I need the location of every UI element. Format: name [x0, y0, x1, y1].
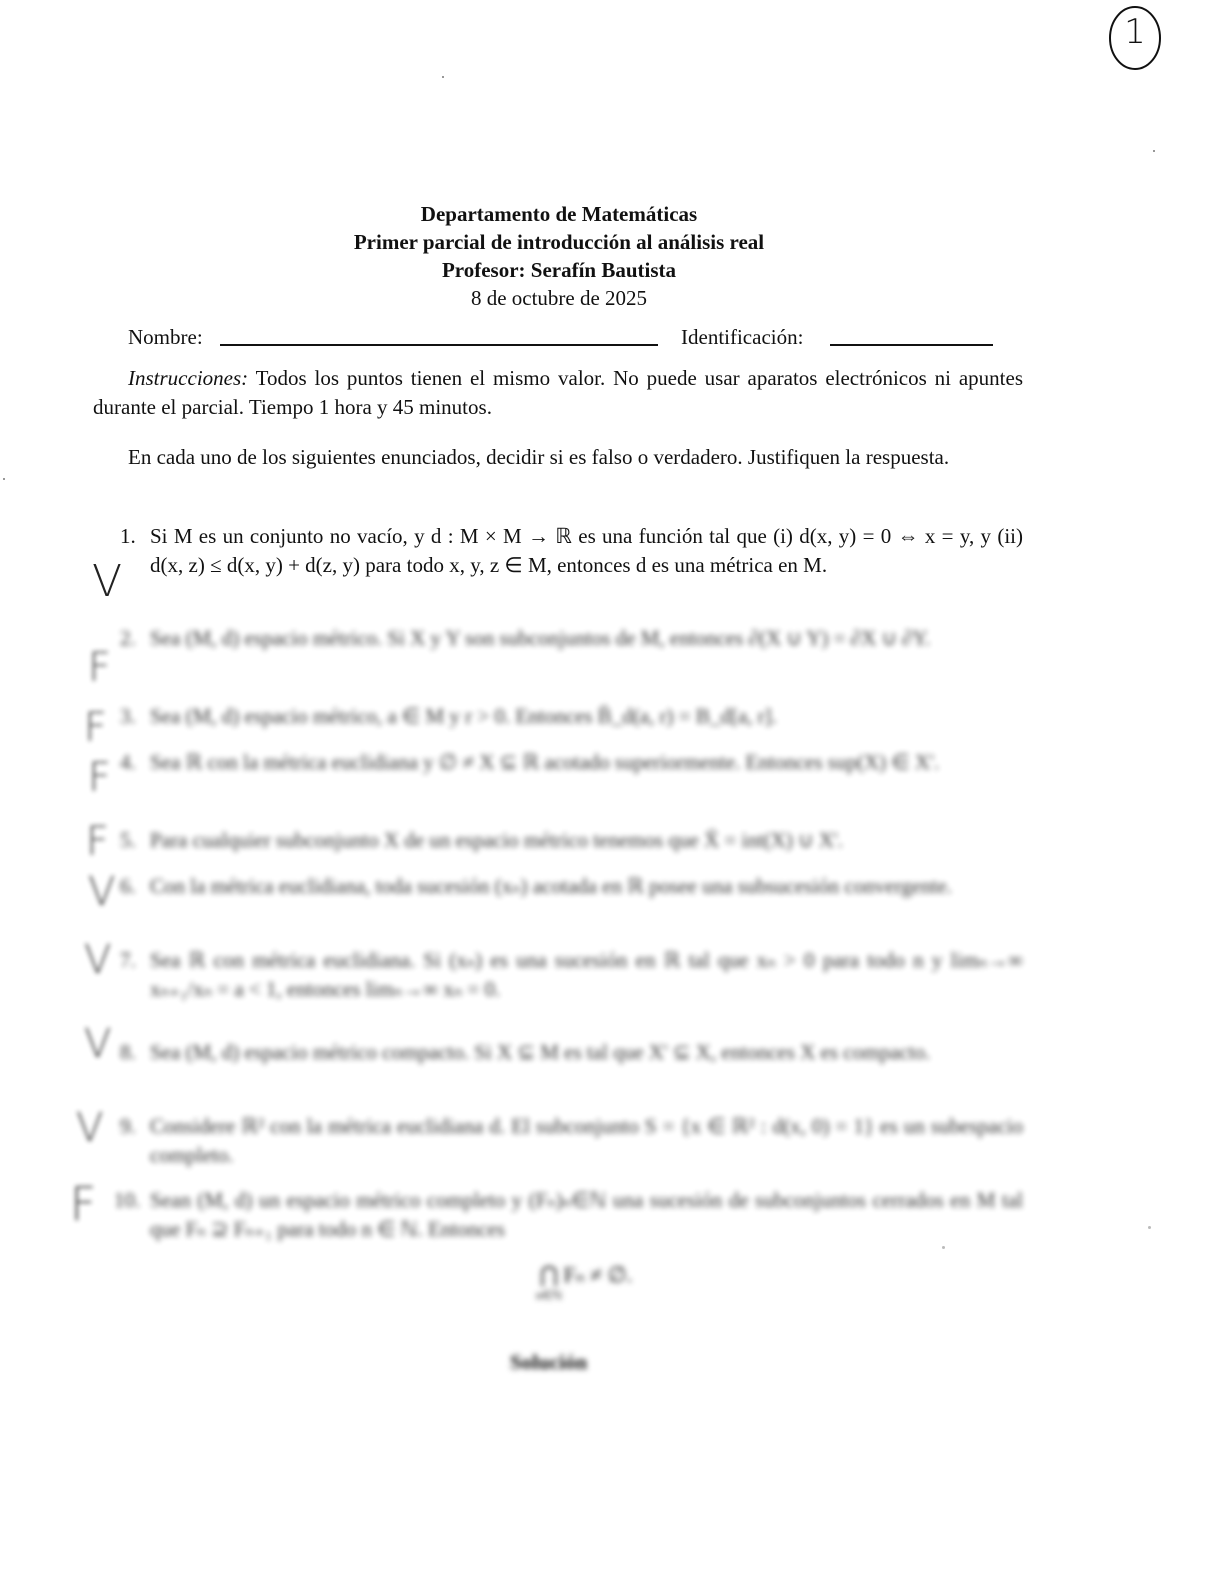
item-number: 4.: [120, 750, 136, 774]
list-item: [120, 702, 1023, 731]
name-field[interactable]: [220, 344, 658, 346]
id-label: Identificación:: [681, 325, 804, 349]
prompt: En cada uno de los siguientes enunciados, decidir si es falso o verdadero. Justifiquen la respuesta.: [128, 445, 950, 469]
exam-title: Primer parcial de introducción al análisis real: [353, 230, 765, 254]
name-id-row: [128, 325, 1008, 353]
handwritten-mark: V: [84, 937, 112, 983]
solution-heading: Solución: [510, 1350, 588, 1374]
item-number: 8.: [120, 1040, 136, 1064]
item-number: 10.: [114, 1188, 141, 1212]
list-item: [120, 522, 1023, 602]
list-item: [120, 624, 1023, 653]
speck: [442, 76, 444, 78]
item-number: 9.: [120, 1114, 136, 1138]
handwritten-mark: V: [92, 556, 123, 607]
item-text: Para cualquier subconjunto X de un espacio métrico tenemos que X̄ = int(X) ∪ X'.: [150, 828, 843, 852]
list-item: [120, 946, 1023, 1004]
handwritten-mark: V: [76, 1105, 104, 1151]
speck: [1153, 150, 1155, 152]
professor-line: Profesor: Serafín Bautista: [441, 258, 677, 282]
item-text: Sea (M, d) espacio métrico. Si X y Y son subconjuntos de M, entonces ∂(X ∪ Y) = ∂X ∪ ∂Y.: [150, 626, 931, 650]
handwritten-mark: F: [88, 755, 112, 801]
handwritten-mark: F: [86, 819, 110, 865]
exam-header: [0, 200, 1118, 312]
speck: [942, 1246, 945, 1249]
list-item: [120, 1038, 1023, 1067]
item-text: Sea ℝ con la métrica euclidiana y ∅ ≠ X ⊆ ℝ acotado superiormente. Entonces sup(X) ∈ X'.: [150, 750, 940, 774]
list-item: [120, 748, 1023, 777]
item-text: Sea (M, d) espacio métrico compacto. Si X ⊆ M es tal que X' ⊆ X, entonces X es compacto.: [150, 1040, 931, 1064]
formula-text: ⋂ Fₙ ≠ ∅.: [540, 1262, 633, 1287]
list-item: [120, 826, 1023, 855]
item-text: Considere ℝ² con la métrica euclidiana d. El subconjunto S = {x ∈ ℝ² : d(x, 0) = 1} es un subespacio completo.: [150, 1114, 1023, 1167]
page-number-text: 1: [1124, 12, 1146, 52]
instructions: [93, 364, 1023, 422]
speck: [1148, 1226, 1151, 1229]
item-text: Sea ℝ con métrica euclidiana. Si (xₙ) es una sucesión en ℝ tal que xₙ > 0 para todo n y limₙ→∞ xₙ₊₁/xₙ = a < 1, entonces limₙ→∞ xₙ = 0.: [150, 948, 1023, 1001]
item-number: 5.: [120, 828, 136, 852]
exam-date: 8 de octubre de 2025: [470, 286, 648, 310]
handwritten-mark: V: [88, 869, 116, 915]
item-number: 1.: [120, 524, 136, 548]
handwritten-mark: F: [70, 1177, 97, 1231]
item-text: Con la métrica euclidiana, toda sucesión (xₙ) acotada en ℝ posee una subsucesión convergente.: [150, 874, 952, 898]
list-item: [114, 1186, 1023, 1244]
instructions-label: Instrucciones:: [128, 366, 249, 390]
instructions-text: Todos los puntos tienen el mismo valor. No puede usar aparatos electrónicos ni apuntes durante el parcial. Tiempo 1 hora y 45 minutos.: [93, 366, 1023, 419]
formula-index: n∈ℕ: [536, 1288, 563, 1302]
handwritten-mark: F: [84, 705, 108, 751]
list-item: [120, 872, 1023, 901]
handwritten-mark: V: [84, 1021, 112, 1067]
item-number: 2.: [120, 626, 136, 650]
department-title: Departamento de Matemáticas: [420, 202, 698, 226]
item-text: Si M es un conjunto no vacío, y d : M × M → ℝ es una función tal que (i) d(x, y) = 0 ⇔ x = y, y (ii) d(x, z) ≤ d(x, y) + d(z, y) para todo x, y, z ∈ M, entonces d es una métrica en M.: [150, 524, 1023, 577]
item-text: Sea (M, d) espacio métrico, a ∈ M y r > 0. Entonces B̄_d(a, r) = B_d[a, r].: [150, 704, 777, 728]
name-label: Nombre:: [128, 325, 203, 349]
speck: [3, 478, 5, 480]
intersection-formula: [536, 1262, 633, 1303]
id-field[interactable]: [830, 344, 993, 346]
item-number: 7.: [120, 948, 136, 972]
page-number: [1108, 2, 1164, 72]
item-text: Sean (M, d) un espacio métrico completo y (Fₙ)ₙ∈ℕ una sucesión de subconjuntos cerrados en M tal que Fₙ ⊇ Fₙ₊₁ para todo n ∈ ℕ. Entonces: [150, 1188, 1023, 1241]
item-number: 3.: [120, 704, 136, 728]
list-item: [120, 1112, 1023, 1170]
item-number: 6.: [120, 874, 136, 898]
handwritten-mark: F: [88, 645, 112, 691]
